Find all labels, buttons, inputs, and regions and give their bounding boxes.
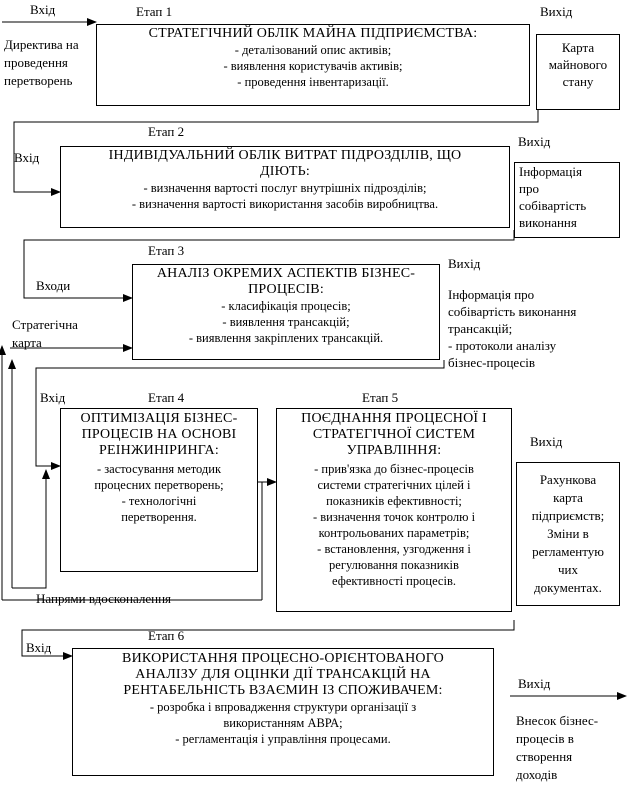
stage2-box	[60, 146, 510, 228]
stage6-title: РЕНТАБЕЛЬНІСТЬ ВЗАЄМИН ІЗ СПОЖИВАЧЕМ:	[123, 683, 443, 698]
stage2-input-label: Вхід	[14, 150, 40, 165]
directions-label: Напрями вдосконалення	[36, 591, 172, 606]
directive-line: проведення	[4, 55, 68, 70]
directive-line: Директива на	[4, 37, 79, 52]
stage1-item: - деталізований опис активів;	[234, 43, 392, 57]
stage5-output-label: Вихід	[530, 434, 563, 449]
stage3-box	[132, 264, 440, 360]
stage5-title: СТРАТЕГІЧНОЇ СИСТЕМ	[312, 427, 476, 442]
stage1-label: Етап 1	[136, 4, 173, 19]
stage6-item: використанням АВРА;	[223, 716, 343, 730]
stage5-item: системи стратегічних цілей і	[317, 478, 471, 492]
stage4-item: процесних перетворень;	[94, 478, 224, 492]
stage1-output-label: Вихід	[540, 4, 573, 19]
stage3-output-line: собівартість виконання	[448, 304, 577, 319]
stage5-output-line: карта	[553, 490, 583, 505]
stage4-label: Етап 4	[148, 390, 185, 405]
stage2-output-line: виконання	[519, 215, 577, 230]
stage5-item: контрольованих параметрів;	[318, 526, 470, 540]
stage2-output-line: собівартість	[519, 198, 587, 213]
stage3-item: - виявлення трансакцій;	[222, 315, 350, 329]
stage1-output-box	[536, 34, 620, 110]
stage1-output-line: майнового	[548, 57, 608, 72]
stage5-item: показників ефективності;	[326, 494, 462, 508]
stage2-label: Етап 2	[148, 124, 185, 139]
stage4-box	[60, 408, 258, 572]
stage3-output-label: Вихід	[448, 256, 481, 271]
stage4-item: - застосування методик	[96, 462, 222, 476]
stage1-output-line: Карта	[561, 40, 595, 55]
stage1-title: СТРАТЕГІЧНИЙ ОБЛІК МАЙНА ПІДПРИЄМСТВА:	[148, 26, 478, 41]
stage3-item: - виявлення закріплених трансакцій.	[188, 331, 384, 345]
stage3-output-line: бізнес-процесів	[448, 355, 536, 370]
stage6-input-label: Вхід	[26, 640, 52, 655]
stage5-item: - встановлення, узгодження і	[317, 542, 471, 556]
strategic-map-label	[12, 316, 78, 352]
stage5-output-line: документах.	[534, 580, 602, 595]
stage6-output-text	[516, 712, 616, 788]
stage5-box	[276, 408, 512, 612]
stage2-output-label: Вихід	[518, 134, 551, 149]
stage1-item: - проведення інвентаризації.	[237, 75, 389, 89]
stage6-label: Етап 6	[148, 628, 185, 643]
stage3-title: АНАЛІЗ ОКРЕМИХ АСПЕКТІВ БІЗНЕС-	[156, 266, 416, 281]
stage2-item: - визначення вартості використання засобів виробництва.	[131, 197, 439, 211]
stage5-title: ПОЄДНАННЯ ПРОЦЕСНОЇ І	[301, 411, 487, 426]
stage4-input-label: Вхід	[40, 390, 66, 405]
stage3-output-text	[446, 286, 622, 378]
stage2-item: - визначення вартості послуг внутрішніх підрозділів;	[143, 181, 427, 195]
stage6-output-line: Внесок бізнес-	[516, 713, 599, 728]
stage3-output-line: Інформація про	[448, 287, 535, 302]
stage6-item: - розробка і впровадження структури організації з	[149, 700, 417, 714]
stage5-item: - визначення точок контролю і	[312, 510, 476, 524]
strategic-map-line: Стратегічна	[12, 317, 78, 332]
stage3-label: Етап 3	[148, 243, 185, 258]
stage6-output-line: створення	[516, 749, 573, 764]
stage1-input-label: Вхід	[30, 2, 56, 17]
stage6-output-line: процесів в	[516, 731, 574, 746]
stage2-title: ІНДИВІДУАЛЬНИЙ ОБЛІК ВИТРАТ ПІДРОЗДІЛІВ, ЩО	[108, 148, 462, 163]
stage4-title: ОПТИМІЗАЦІЯ БІЗНЕС-	[80, 411, 238, 426]
stage5-output-line: підприємств;	[531, 508, 605, 523]
stage5-output-line: Рахункова	[539, 472, 597, 487]
stage2-output-box	[514, 162, 620, 238]
stage1-item: - виявлення користувачів активів;	[223, 59, 403, 73]
directive-text	[4, 36, 79, 90]
stage6-title: ВИКОРИСТАННЯ ПРОЦЕСНО-ОРІЄНТОВАНОГО	[122, 651, 444, 666]
stage4-item: - технологічні	[121, 494, 197, 508]
stage5-item: ефективності процесів.	[332, 574, 456, 588]
stage5-output-line: регламентую	[532, 544, 604, 559]
stage6-item: - регламентація і управління процесами.	[175, 732, 391, 746]
stage4-title: ПРОЦЕСІВ НА ОСНОВІ	[81, 427, 237, 442]
stage6-output-line: доходів	[516, 767, 558, 782]
stage6-box	[72, 648, 494, 776]
stage3-output-line: трансакцій;	[448, 321, 513, 336]
stage5-title: УПРАВЛІННЯ:	[346, 443, 442, 458]
stage5-output-line: Зміни в	[547, 526, 589, 541]
stage5-output-box	[516, 462, 620, 606]
stage2-output-line: Інформація	[519, 164, 582, 179]
stage3-input-label: Входи	[36, 278, 71, 293]
stage1-box	[96, 24, 530, 106]
stage2-output-line: про	[519, 181, 539, 196]
stage5-output-line: чих	[558, 562, 578, 577]
stage1-output-line: стану	[562, 74, 594, 89]
stage6-output-label: Вихід	[518, 676, 551, 691]
stage4-item: перетворення.	[121, 510, 197, 524]
stage5-item: регулювання показників	[329, 558, 459, 572]
directive-line: перетворень	[4, 73, 73, 88]
stage6-title: АНАЛІЗУ ДЛЯ ОЦІНКИ ДІЇ ТРАНСАКЦІЙ НА	[135, 667, 431, 682]
stage2-title: ДІЮТЬ:	[260, 164, 310, 179]
stage5-label: Етап 5	[362, 390, 399, 405]
stage4-title: РЕІНЖИНІРИНГА:	[99, 443, 219, 458]
stage5-item: - прив'язка до бізнес-процесів	[314, 462, 474, 476]
stage3-item: - класифікація процесів;	[221, 299, 351, 313]
stage3-title: ПРОЦЕСІВ:	[248, 282, 324, 297]
stage3-output-line: - протоколи аналізу	[448, 338, 557, 353]
strategic-map-line: карта	[12, 335, 42, 350]
